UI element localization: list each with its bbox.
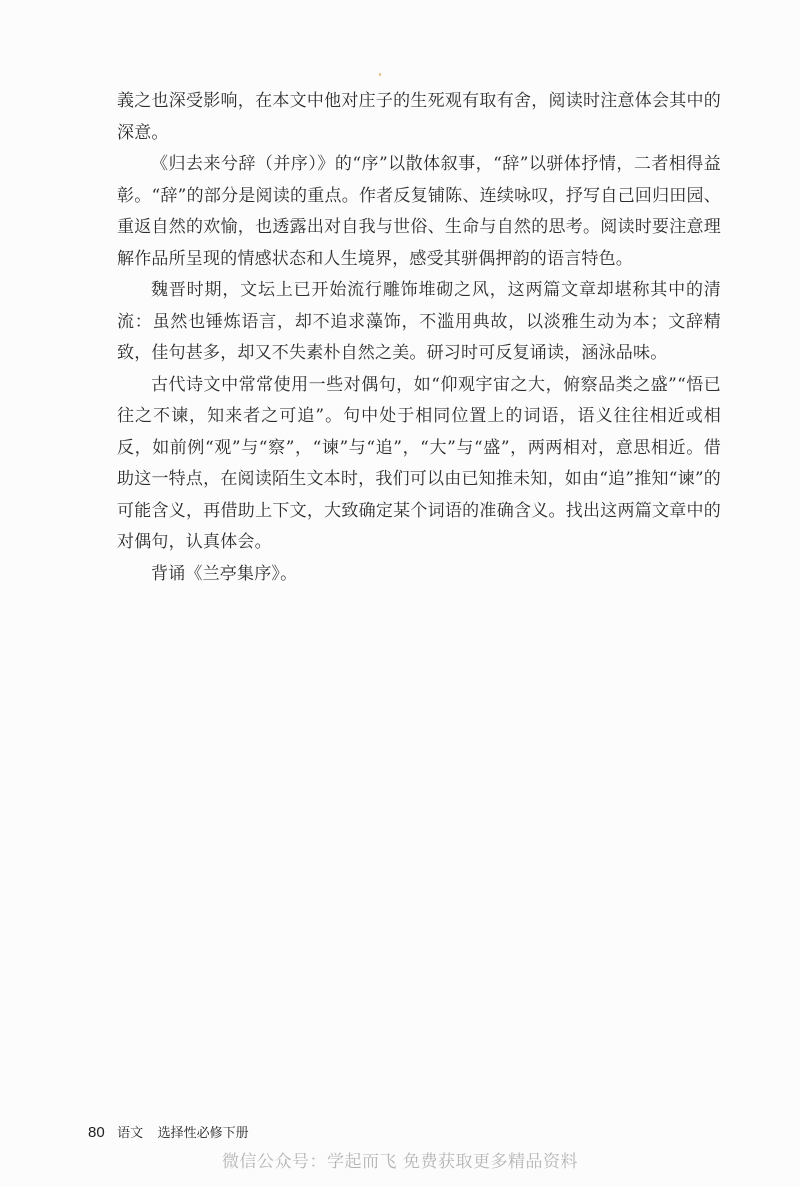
paragraph-duiou: 古代诗文中常常使用一些对偶句，如“仰观宇宙之大，俯察品类之盛”“悟已往之不谏，知来者之可追”。句中处于相同位置上的词语，语义往往相近或相反，如前例“观”与“察”，“谏”与“追”，“大”与“盛”，两两相对，意思相近。借助这一特点，在阅读陌生文本时，我们可以由已知推未知，如由“追”推知“谏”的可能含义，再借助上下文，大致确定某个词语的准确含义。找出这两篇文章中的对偶句，认真体会。	[117, 374, 721, 552]
paragraph-guiqulai: 《归去来兮辞（并序）》的“序”以散体叙事，“辞”以骈体抒情，二者相得益彰。“辞”的部分是阅读的重点。作者反复铺陈、连续咏叹，抒写自己回归田园、重返自然的欢愉，也透露出对自我与世俗、生命与自然的思考。阅读时要注意理解作品所呈现的情感状态和人生境界，感受其骈偶押韵的语言特色。	[117, 154, 721, 269]
book-title: 选择性必修下册	[157, 1125, 249, 1140]
paragraph-continuation: 義之也深受影响，在本文中他对庄子的生死观有取有舍，阅读时注意体会其中的深意。	[117, 91, 721, 143]
book-subject: 语文	[117, 1125, 144, 1140]
paper-speck	[379, 73, 381, 76]
body-text	[117, 86, 721, 590]
page-footer	[88, 1122, 249, 1142]
page-number: 80	[88, 1124, 105, 1141]
paragraph-recite: 背诵《兰亭集序》。	[151, 563, 298, 584]
watermark-text: 微信公众号：学起而飞 免费获取更多精品资料	[222, 1152, 578, 1172]
paragraph-weijin: 魏晋时期，文坛上已开始流行雕饰堆砌之风，这两篇文章却堪称其中的清流：虽然也锤炼语言，却不追求藻饰，不滥用典故，以淡雅生动为本；文辞精致，佳句甚多，却又不失素朴自然之美。研习时可反复诵读，涵泳品味。	[117, 280, 721, 363]
